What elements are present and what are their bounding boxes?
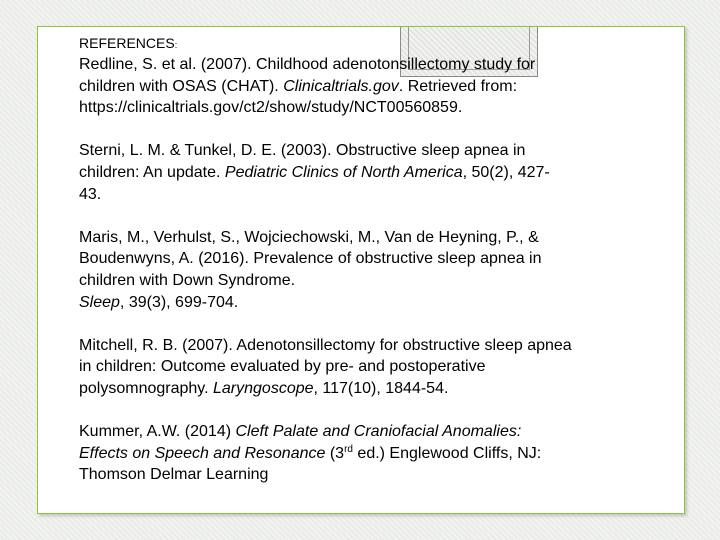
reference-list (79, 54, 639, 486)
references-heading (79, 34, 639, 54)
heading-text: REFERENCES (79, 35, 175, 51)
reference-text: (3 (325, 444, 345, 462)
reference-text: Redline, S. et al. (2007). Childhood adenotonsillectomy study for (79, 56, 536, 73)
reference-line (79, 140, 639, 162)
reference-line (79, 162, 639, 184)
reference-text: Maris, M., Verhulst, S., Wojciechowski, M., Van de Heyning, P., & (79, 228, 539, 246)
reference-text: , 117(10), 1844-54. (313, 379, 449, 397)
reference-entry (79, 421, 639, 486)
reference-text: . Retrieved from: (398, 77, 518, 95)
reference-text: polysomnography. (79, 379, 213, 397)
reference-line (79, 292, 639, 314)
reference-line (79, 421, 639, 443)
reference-line (79, 54, 639, 76)
reference-entry (79, 335, 639, 400)
reference-line (79, 97, 639, 119)
references-text (79, 34, 639, 507)
reference-text: children with OSAS (CHAT). (79, 77, 284, 95)
reference-line (79, 464, 639, 486)
reference-text: Mitchell, R. B. (2007). Adenotonsillectomy for obstructive sleep apnea (79, 336, 572, 354)
reference-text: https://clinicaltrials.gov/ct2/show/study/NCT00560859. (79, 99, 463, 117)
reference-text: Kummer, A.W. (2014) (79, 423, 236, 441)
reference-line (79, 76, 639, 98)
reference-text: , 39(3), 699-704. (119, 293, 239, 311)
reference-text: children with Down Syndrome. (79, 271, 296, 289)
reference-text: children: An update. (79, 163, 225, 181)
reference-entry (79, 54, 639, 119)
reference-line (79, 227, 639, 249)
reference-line (79, 443, 639, 465)
reference-line (79, 378, 639, 400)
reference-text: Boudenwyns, A. (2016). Prevalence of obstructive sleep apnea in (79, 250, 542, 268)
reference-text: Thomson Delmar Learning (79, 466, 269, 484)
italic-text: Pediatric Clinics of North America (224, 163, 463, 181)
reference-entry (79, 227, 639, 313)
superscript-text: rd (344, 443, 353, 455)
italic-text: Effects on Speech and Resonance (79, 444, 326, 462)
reference-line (79, 248, 639, 270)
reference-line (79, 356, 639, 378)
reference-text: in children: Outcome evaluated by pre- and postoperative (79, 358, 486, 376)
reference-entry (79, 140, 639, 205)
italic-text: Cleft Palate and Craniofacial Anomalies: (235, 423, 522, 441)
reference-text: Sterni, L. M. & Tunkel, D. E. (2003). Obstructive sleep apnea in (79, 142, 526, 160)
reference-text: , 50(2), 427- (462, 163, 550, 181)
reference-text: ed.) Englewood Cliffs, NJ: (352, 444, 542, 462)
heading-colon: : (174, 40, 178, 50)
reference-line (79, 184, 639, 206)
italic-text: Sleep (79, 293, 120, 311)
reference-text: 43. (79, 185, 102, 203)
reference-line (79, 270, 639, 292)
italic-text: Laryngoscope (213, 379, 314, 397)
reference-line (79, 335, 639, 357)
italic-text: Clinicaltrials.gov (283, 77, 399, 95)
